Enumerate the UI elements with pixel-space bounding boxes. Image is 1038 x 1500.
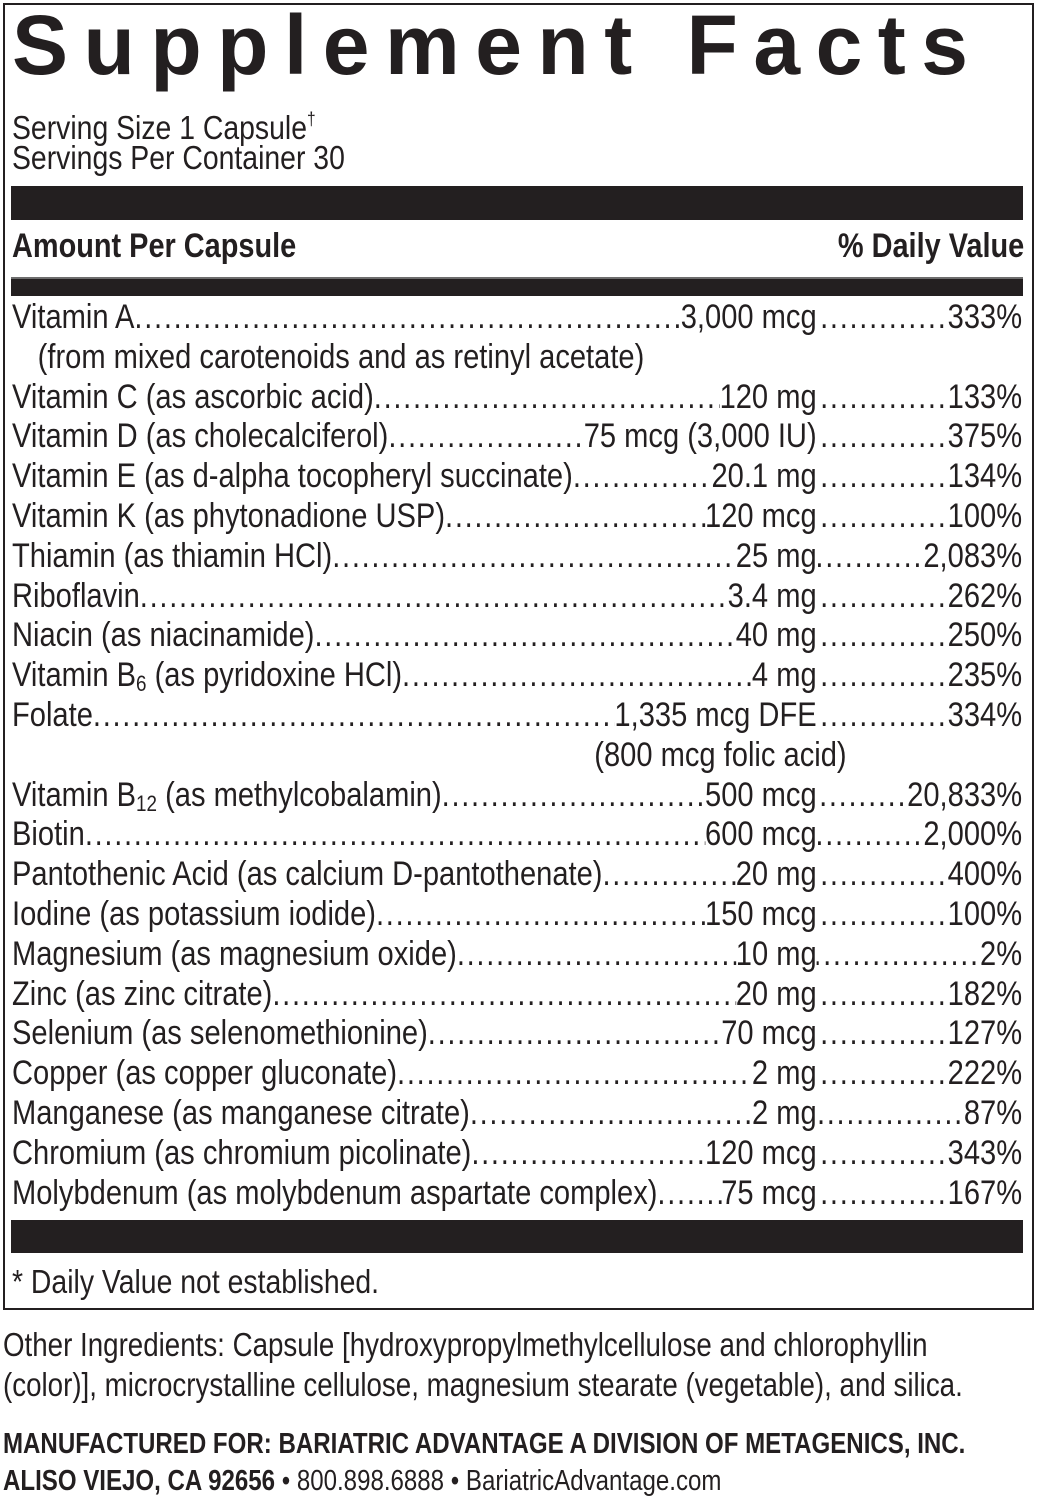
nutrient-name-part: Vitamin B (12, 656, 137, 695)
dot-leader (428, 1014, 721, 1054)
dot-leader (817, 1134, 948, 1174)
other-ingredients: Other Ingredients: Capsule [hydroxypropylmethylcellulose and chlorophyllin (color)], microcrystalline cellulose, magnesium stearate (vegetable), and silica. (3, 1326, 963, 1403)
nutrient-row (12, 1134, 1022, 1174)
daily-value-percent: 2% (980, 934, 1023, 973)
dot-leader (140, 577, 728, 617)
nutrient-row (12, 1174, 1022, 1214)
nutrient-name: Magnesium (as magnesium oxide) (12, 934, 457, 973)
dot-leader (817, 895, 948, 935)
daily-value-percent: 167% (947, 1173, 1023, 1212)
serving-size-label: Serving Size 1 Capsule (12, 109, 308, 146)
nutrient-amount: 20.1 mg (711, 457, 817, 496)
nutrient-name: Vitamin C (as ascorbic acid) (12, 377, 374, 416)
dot-leader (817, 417, 948, 457)
dot-leader (442, 776, 705, 816)
manufacturer-phone: 800.898.6888 (296, 1465, 445, 1497)
nutrient-table (12, 298, 1022, 1213)
dot-leader (817, 1014, 948, 1054)
nutrient-name-part: Vitamin B (12, 775, 137, 814)
thick-divider-bottom (11, 1220, 1023, 1253)
nutrient-amount: 10 mg (735, 934, 817, 973)
daily-value-percent: 133% (947, 377, 1023, 416)
manufacturer-city: ALISO VIEJO, CA 92656 (3, 1465, 276, 1497)
daily-value-percent: 333% (947, 298, 1023, 336)
dot-leader (470, 1094, 752, 1134)
nutrient-name: Selenium (as selenomethionine) (12, 1014, 428, 1053)
nutrient-row (12, 417, 1022, 457)
nutrient-amount: 2 mg (751, 1093, 817, 1132)
dot-leader (817, 776, 908, 816)
dot-leader (374, 378, 720, 418)
dot-leader (817, 298, 948, 338)
manufacturer-contact (3, 1463, 721, 1499)
dot-leader (817, 616, 948, 656)
nutrient-name: Vitamin D (as cholecalciferol) (12, 417, 389, 456)
nutrient-amount: 120 mcg (705, 1133, 817, 1172)
nutrient-name: Zinc (as zinc citrate) (12, 974, 273, 1013)
nutrient-name-part: (as pyridoxine HCl) (146, 656, 403, 695)
nutrient-row (12, 975, 1022, 1015)
nutrient-name: Folate (12, 695, 93, 734)
daily-value-percent: 343% (947, 1133, 1023, 1172)
nutrient-row (12, 537, 1022, 577)
nutrient-name: Vitamin E (as d-alpha tocopheryl succinate) (12, 457, 573, 496)
nutrient-amount: 40 mg (735, 616, 817, 655)
footnote: * Daily Value not established. (12, 1263, 380, 1300)
thick-divider-header (11, 279, 1023, 296)
nutrient-name: Biotin (12, 815, 85, 854)
daily-value-percent: 222% (947, 1054, 1023, 1093)
nutrient-name: Pantothenic Acid (as calcium D-pantothenate) (12, 855, 603, 894)
manufacturer-website: BariatricAdvantage.com (465, 1465, 722, 1497)
dot-leader (272, 975, 735, 1015)
nutrient-amount: 600 mcg (705, 815, 817, 854)
dot-leader (817, 537, 924, 577)
nutrient-amount: 70 mcg (721, 1014, 817, 1053)
bullet-separator: • (444, 1465, 466, 1497)
nutrient-name-subscript: 6 (136, 671, 147, 697)
nutrient-name-subscript: 12 (136, 790, 157, 816)
daily-value-percent: 127% (947, 1014, 1023, 1053)
dot-leader (817, 696, 948, 736)
nutrient-amount: 20 mg (735, 855, 817, 894)
nutrient-row (12, 577, 1022, 617)
nutrient-row (12, 776, 1022, 816)
dot-leader (817, 577, 948, 617)
nutrient-name: Copper (as copper gluconate) (12, 1054, 398, 1093)
dot-leader (445, 497, 705, 537)
dot-leader (817, 457, 948, 497)
dot-leader (817, 656, 948, 696)
nutrient-amount: 500 mcg (705, 775, 817, 814)
nutrient-amount: 150 mcg (705, 894, 817, 933)
nutrient-row (12, 1054, 1022, 1094)
nutrient-name: Riboflavin (12, 576, 140, 615)
dot-leader (397, 1054, 752, 1094)
dot-leader (388, 417, 583, 457)
panel-title: Supplement Facts (12, 0, 984, 92)
daily-value-percent: 87% (963, 1093, 1023, 1132)
dot-leader (134, 298, 680, 338)
dot-leader (817, 497, 948, 537)
nutrient-name: Thiamin (as thiamin HCl) (12, 536, 333, 575)
thick-divider-top (11, 186, 1023, 220)
nutrient-name: Vitamin A (12, 298, 135, 336)
daily-value-percent: 250% (947, 616, 1023, 655)
daily-value-percent: 2,000% (923, 815, 1023, 854)
dot-leader (817, 1174, 948, 1214)
dot-leader (817, 975, 948, 1015)
nutrient-amount: 120 mcg (705, 496, 817, 535)
bullet-separator: • (275, 1465, 297, 1497)
dot-leader (817, 855, 948, 895)
nutrient-name: Chromium (as chromium picolinate) (12, 1133, 472, 1172)
nutrient-row (12, 855, 1022, 895)
daily-value-percent: 375% (947, 417, 1023, 456)
dot-leader (817, 1094, 964, 1134)
nutrient-amount: 120 mg (719, 377, 817, 416)
daily-value-percent: 182% (947, 974, 1023, 1013)
dot-leader (817, 935, 980, 975)
nutrient-amount: 4 mg (751, 656, 817, 695)
dot-leader (817, 815, 924, 855)
nutrient-row (12, 1094, 1022, 1134)
dot-leader (602, 855, 735, 895)
amount-note (12, 736, 1022, 776)
dot-leader (376, 895, 705, 935)
nutrient-source-note (12, 338, 1022, 378)
nutrient-row (12, 656, 1022, 696)
nutrient-row (12, 1014, 1022, 1054)
nutrient-row (12, 298, 1022, 338)
nutrient-amount: 2 mg (751, 1054, 817, 1093)
nutrient-name: Niacin (as niacinamide) (12, 616, 315, 655)
servings-per-container: Servings Per Container 30 (12, 139, 345, 176)
daily-value-percent: 235% (947, 656, 1023, 695)
dagger-mark: † (307, 109, 316, 129)
nutrient-row (12, 457, 1022, 497)
dot-leader (817, 1054, 948, 1094)
nutrient-amount: 75 mcg (721, 1173, 817, 1212)
amount-note-text: (800 mcg folic acid) (594, 735, 847, 774)
source-note-text: (from mixed carotenoids and as retinyl acetate) (37, 337, 645, 376)
daily-value-percent: 134% (947, 457, 1023, 496)
nutrient-amount: 20 mg (735, 974, 817, 1013)
daily-value-percent: 100% (947, 496, 1023, 535)
nutrient-row (12, 895, 1022, 935)
daily-value-percent: 334% (947, 695, 1023, 734)
nutrient-name: Molybdenum (as molybdenum aspartate complex) (12, 1173, 658, 1212)
nutrient-name: Manganese (as manganese citrate) (12, 1093, 470, 1132)
dot-leader (657, 1174, 721, 1214)
manufacturer-line: MANUFACTURED FOR: BARIATRIC ADVANTAGE A DIVISION OF METAGENICS, INC. (3, 1428, 966, 1460)
daily-value-percent: 100% (947, 894, 1023, 933)
nutrient-amount: 3.4 mg (727, 576, 817, 615)
dot-leader (85, 815, 705, 855)
nutrient-name: Vitamin K (as phytonadione USP) (12, 496, 446, 535)
dot-leader (332, 537, 736, 577)
dot-leader (402, 656, 752, 696)
header-amount-per-capsule: Amount Per Capsule (12, 227, 297, 265)
nutrient-amount: 3,000 mcg (680, 298, 817, 336)
nutrient-row (12, 696, 1022, 736)
daily-value-percent: 400% (947, 855, 1023, 894)
nutrient-amount: 25 mg (735, 536, 817, 575)
nutrient-row (12, 815, 1022, 855)
dot-leader (471, 1134, 705, 1174)
daily-value-percent: 262% (947, 576, 1023, 615)
nutrient-name: Iodine (as potassium iodide) (12, 894, 377, 933)
nutrient-name-part: (as methylcobalamin) (156, 775, 442, 814)
dot-leader (817, 378, 948, 418)
nutrient-row (12, 378, 1022, 418)
nutrient-amount: 75 mcg (3,000 IU) (583, 417, 817, 456)
daily-value-percent: 20,833% (907, 775, 1023, 814)
nutrient-row (12, 935, 1022, 975)
dot-leader (573, 457, 712, 497)
nutrient-row (12, 497, 1022, 537)
dot-leader (457, 935, 736, 975)
header-daily-value: % Daily Value (837, 227, 1024, 265)
dot-leader (93, 696, 615, 736)
nutrient-row (12, 616, 1022, 656)
dot-leader (314, 616, 735, 656)
daily-value-percent: 2,083% (923, 536, 1023, 575)
nutrient-amount: 1,335 mcg DFE (614, 695, 817, 734)
